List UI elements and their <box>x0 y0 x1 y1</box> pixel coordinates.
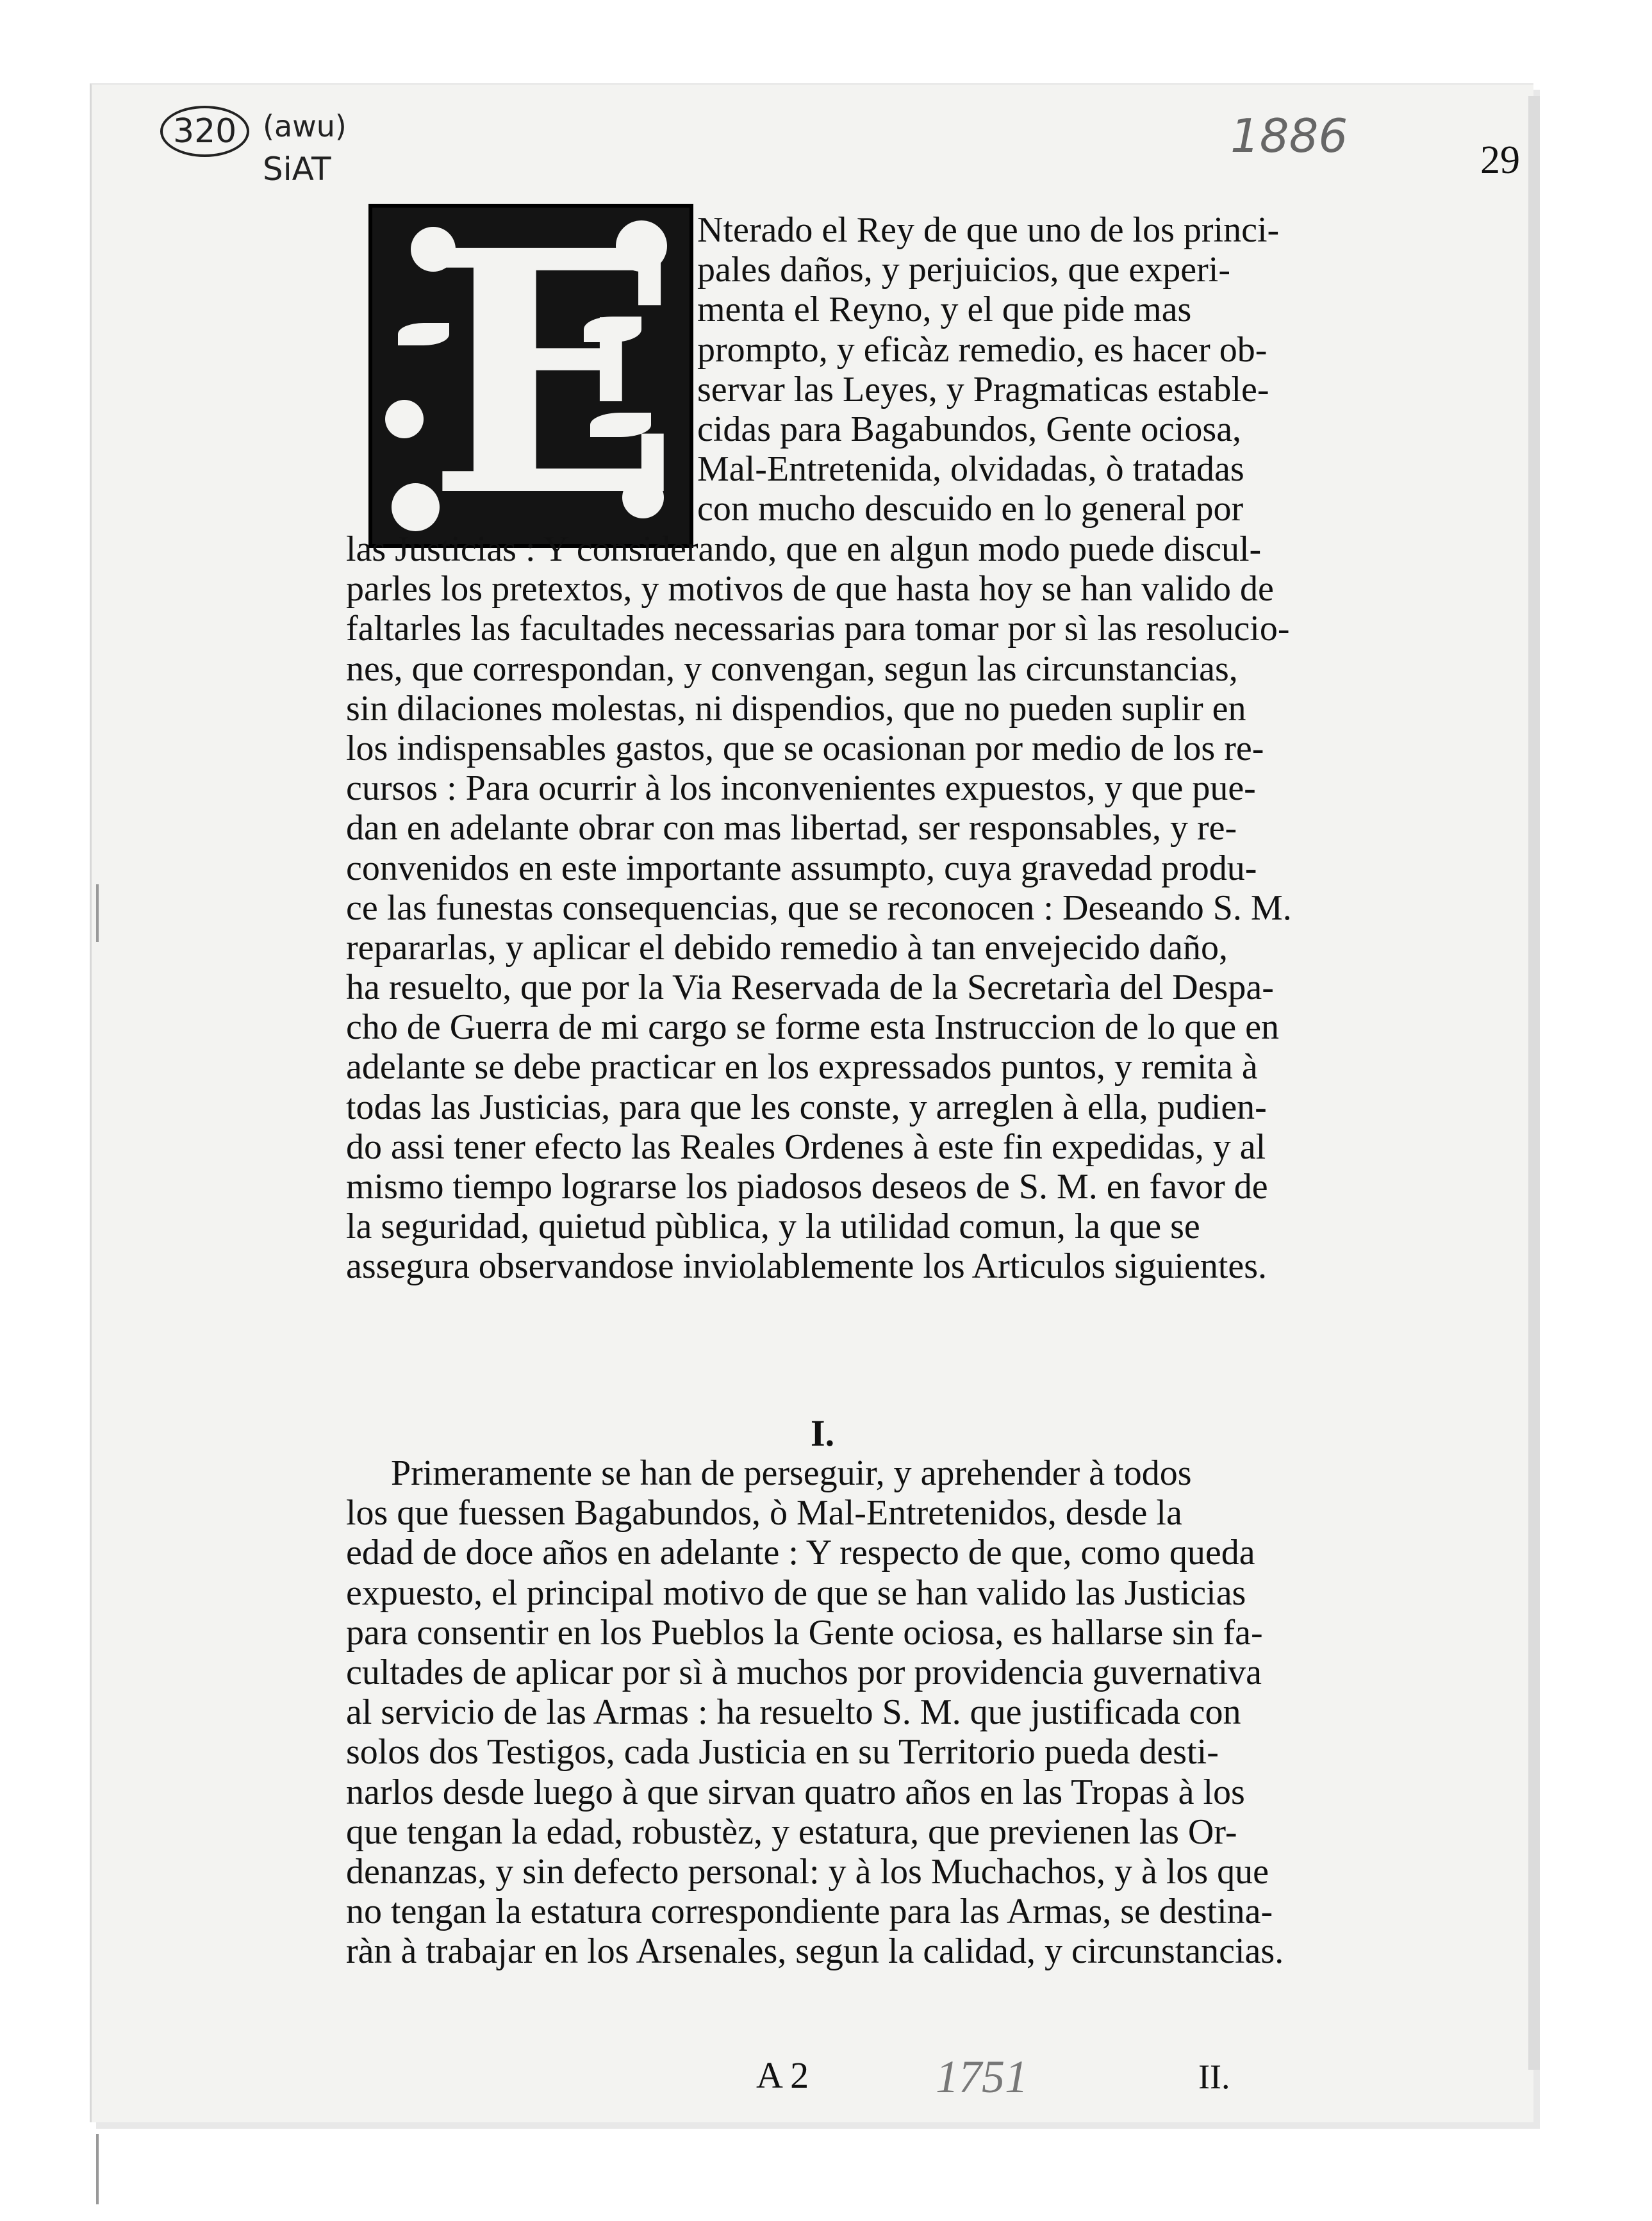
signature-mark: A 2 <box>756 2054 809 2096</box>
text-line: con mucho descuido en lo general por <box>697 489 1244 529</box>
text-line: adelante se debe practicar en los expressados puntos, y remita à <box>346 1047 1258 1087</box>
section-heading: I. <box>811 1412 835 1454</box>
year-note: 1886 <box>1230 109 1348 163</box>
catchword: II. <box>1198 2058 1230 2096</box>
text-line: al servicio de las Armas : ha resuelto S. M. que justificada con <box>346 1692 1241 1733</box>
text-line: los indispensables gastos, que se ocasionan por medio de los re- <box>346 728 1264 768</box>
text-line: todas las Justicias, para que les conste, y arreglen à ella, pudien- <box>346 1087 1267 1127</box>
text-line: cursos : Para ocurrir à los inconvenientes expuestos, y que pue- <box>346 768 1256 809</box>
text-line: para consentir en los Pueblos la Gente ociosa, es hallarse sin fa- <box>346 1612 1263 1653</box>
initial-letter: E <box>427 178 681 570</box>
text-line: convenidos en este importante assumpto, cuya gravedad produ- <box>346 848 1257 888</box>
text-line: cidas para Bagabundos, Gente ociosa, <box>697 409 1242 449</box>
text-line: los que fuessen Bagabundos, ò Mal-Entretenidos, desde la <box>346 1493 1182 1533</box>
text-line: Nterado el Rey de que uno de los princi- <box>697 210 1280 250</box>
binding-mark <box>96 2134 99 2204</box>
page-edge <box>1528 96 1540 2070</box>
text-line: Mal-Entretenida, olvidadas, ò tratadas <box>697 449 1244 490</box>
text-line: sin dilaciones molestas, ni dispendios, que no pueden suplir en <box>346 688 1246 729</box>
text-line: repararlas, y aplicar el debido remedio à tan envejecido daño, <box>346 927 1228 968</box>
text-line: parles los pretextos, y motivos de que hasta hoy se han valido de <box>346 569 1274 609</box>
text-line: la seguridad, quietud pùblica, y la utilidad comun, la que se <box>346 1207 1200 1247</box>
text-line: nes, que correspondan, y convengan, segun las circunstancias, <box>346 648 1238 689</box>
text-line: do assi tener efecto las Reales Ordenes à este fin expedidas, y al <box>346 1127 1266 1167</box>
text-line: prompto, y eficàz remedio, es hacer ob- <box>697 329 1268 370</box>
text-line: menta el Reyno, y el que pide mas <box>697 290 1192 330</box>
archive-scribble: (awu) <box>263 109 347 144</box>
text-line: cho de Guerra de mi cargo se forme esta Instruccion de lo que en <box>346 1007 1279 1048</box>
text-line: edad de doce años en adelante : Y respecto de que, como queda <box>346 1533 1255 1573</box>
text-line: servar las Leyes, y Pragmaticas estable- <box>697 369 1269 409</box>
text-line: assegura observandose inviolablemente los Articulos siguientes. <box>346 1246 1268 1287</box>
text-line: las Justicias : Y considerando, que en algun modo puede discul- <box>346 529 1262 569</box>
main-paragraph <box>346 529 1333 1287</box>
opening-paragraph <box>697 210 1332 529</box>
archive-handwritten-number: 1751 <box>936 2051 1028 2102</box>
text-line: denanzas, y sin defecto personal: y à los Muchachos, y à los que <box>346 1851 1269 1892</box>
text-line: cultades de aplicar por sì à muchos por providencia guvernativa <box>346 1652 1262 1692</box>
binding-mark <box>96 884 99 942</box>
text-line: ha resuelto, que por la Via Reservada de la Secretarìa del Despa- <box>346 968 1274 1008</box>
archive-number: 320 <box>160 106 249 157</box>
text-line: que tengan la edad, robustèz, y estatura, que previenen las Or- <box>346 1812 1237 1852</box>
text-line: narlos desde luego à que sirvan quatro años en las Tropas à los <box>346 1772 1245 1812</box>
page-number: 29 <box>1480 138 1520 182</box>
text-line: dan en adelante obrar con mas libertad, ser responsables, y re- <box>346 808 1237 848</box>
text-line: faltarles las facultades necessarias para tomar por sì las resolucio- <box>346 609 1290 649</box>
flower-ornament <box>385 400 424 438</box>
text-line: pales daños, y perjuicios, que experi- <box>697 250 1230 290</box>
article-paragraph <box>346 1453 1333 1971</box>
text-line: ce las funestas consequencias, que se reconocen : Deseando S. M. <box>346 888 1292 928</box>
text-line: Primeramente se han de perseguir, y aprehender à todos <box>391 1453 1192 1493</box>
text-line: expuesto, el principal motivo de que se han valido las Justicias <box>346 1573 1246 1613</box>
text-line: ràn à trabajar en los Arsenales, segun la calidad, y circunstancias. <box>346 1931 1284 1972</box>
archive-code: SiAT <box>263 151 331 188</box>
text-line: no tengan la estatura correspondiente para las Armas, se destina- <box>346 1892 1273 1932</box>
text-line: mismo tiempo lograrse los piadosos deseos de S. M. en favor de <box>346 1167 1268 1207</box>
text-line: solos dos Testigos, cada Justicia en su Territorio pueda desti- <box>346 1732 1219 1772</box>
decorated-initial <box>368 178 693 570</box>
